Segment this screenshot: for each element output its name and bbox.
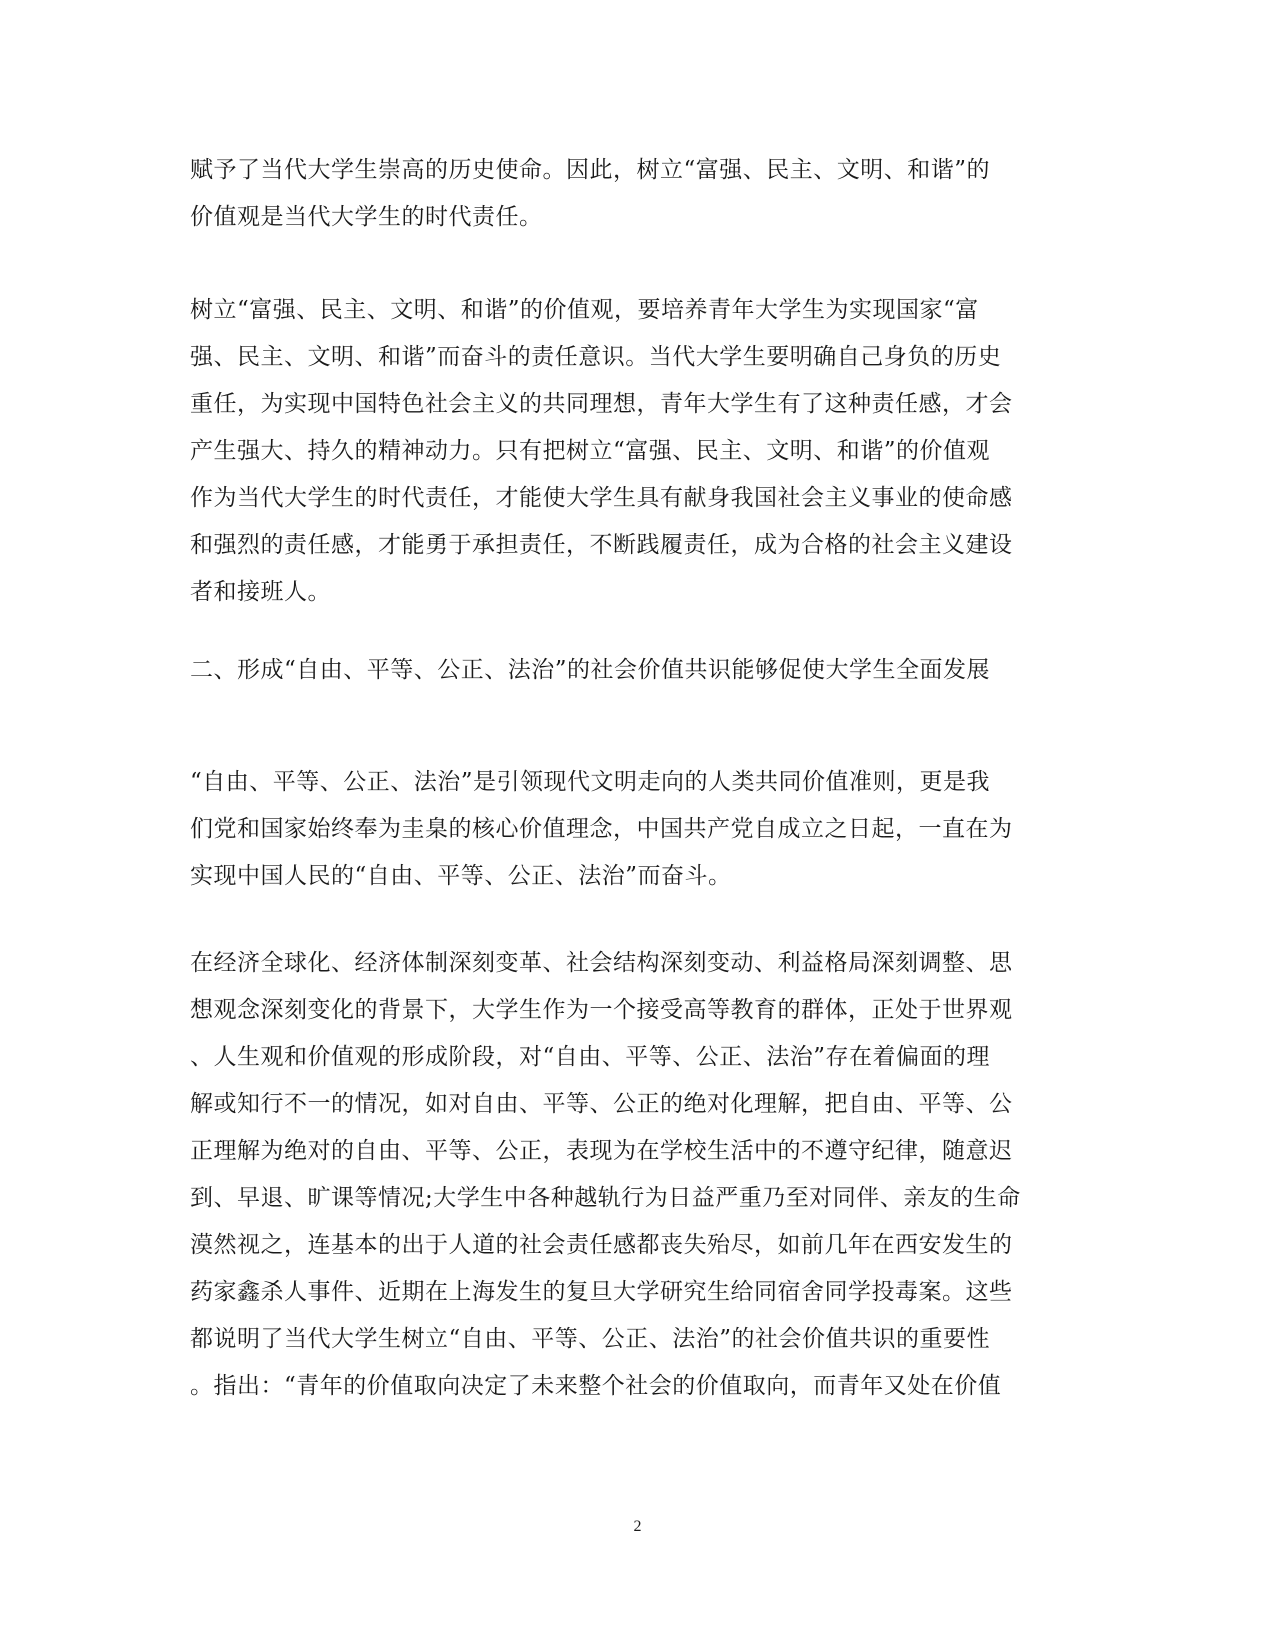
text-line: 和强烈的责任感，才能勇于承担责任，不断践履责任，成为合格的社会主义建设 [190, 532, 1013, 558]
text-line: 想观念深刻变化的背景下，大学生作为一个接受高等教育的群体，正处于世界观 [190, 997, 1013, 1023]
text-line: 实现中国人民的“自由、平等、公正、法治”而奋斗。 [190, 863, 732, 889]
text-line: 、人生观和价值观的形成阶段，对“自由、平等、公正、法治”存在着偏面的理 [190, 1044, 991, 1070]
text-line: “自由、平等、公正、法治”是引领现代文明走向的人类共同价值准则，更是我 [190, 769, 991, 795]
text-line: 解或知行不一的情况，如对自由、平等、公正的绝对化理解，把自由、平等、公 [190, 1091, 1013, 1117]
text-line: 重任，为实现中国特色社会主义的共同理想，青年大学生有了这种责任感，才会 [190, 391, 1013, 417]
text-line: 漠然视之，连基本的出于人道的社会责任感都丧失殆尽，如前几年在西安发生的 [190, 1232, 1013, 1258]
text-line: 价值观是当代大学生的时代责任。 [190, 204, 543, 230]
text-line: 作为当代大学生的时代责任，才能使大学生具有献身我国社会主义事业的使命感 [190, 485, 1013, 511]
text-line: 都说明了当代大学生树立“自由、平等、公正、法治”的社会价值共识的重要性 [190, 1326, 991, 1352]
text-line: 们党和国家始终奉为圭臬的核心价值理念，中国共产党自成立之日起，一直在为 [190, 816, 1013, 842]
text-line: 强、民主、文明、和谐”而奋斗的责任意识。当代大学生要明确自己身负的历史 [190, 344, 1002, 370]
page-number: 2 [633, 1518, 642, 1535]
text-line: 到、早退、旷课等情况;大学生中各种越轨行为日益严重乃至对同伴、亲友的生命 [190, 1185, 1021, 1211]
text-line: 在经济全球化、经济体制深刻变革、社会结构深刻变动、利益格局深刻调整、思 [190, 950, 1013, 976]
text-line: 正理解为绝对的自由、平等、公正，表现为在学校生活中的不遵守纪律，随意迟 [190, 1138, 1013, 1164]
text-line: 者和接班人。 [190, 579, 331, 605]
text-line: 产生强大、持久的精神动力。只有把树立“富强、民主、文明、和谐”的价值观 [190, 438, 991, 464]
text-line: 二、形成“自由、平等、公正、法治”的社会价值共识能够促使大学生全面发展 [190, 657, 991, 683]
text-line: 树立“富强、民主、文明、和谐”的价值观，要培养青年大学生为实现国家“富 [190, 297, 979, 323]
text-line: 药家鑫杀人事件、近期在上海发生的复旦大学研究生给同宿舍同学投毒案。这些 [190, 1279, 1013, 1305]
text-line: 赋予了当代大学生崇高的历史使命。因此，树立“富强、民主、文明、和谐”的 [190, 157, 991, 183]
text-line: 。指出：“青年的价值取向决定了未来整个社会的价值取向，而青年又处在价值 [190, 1373, 1002, 1399]
